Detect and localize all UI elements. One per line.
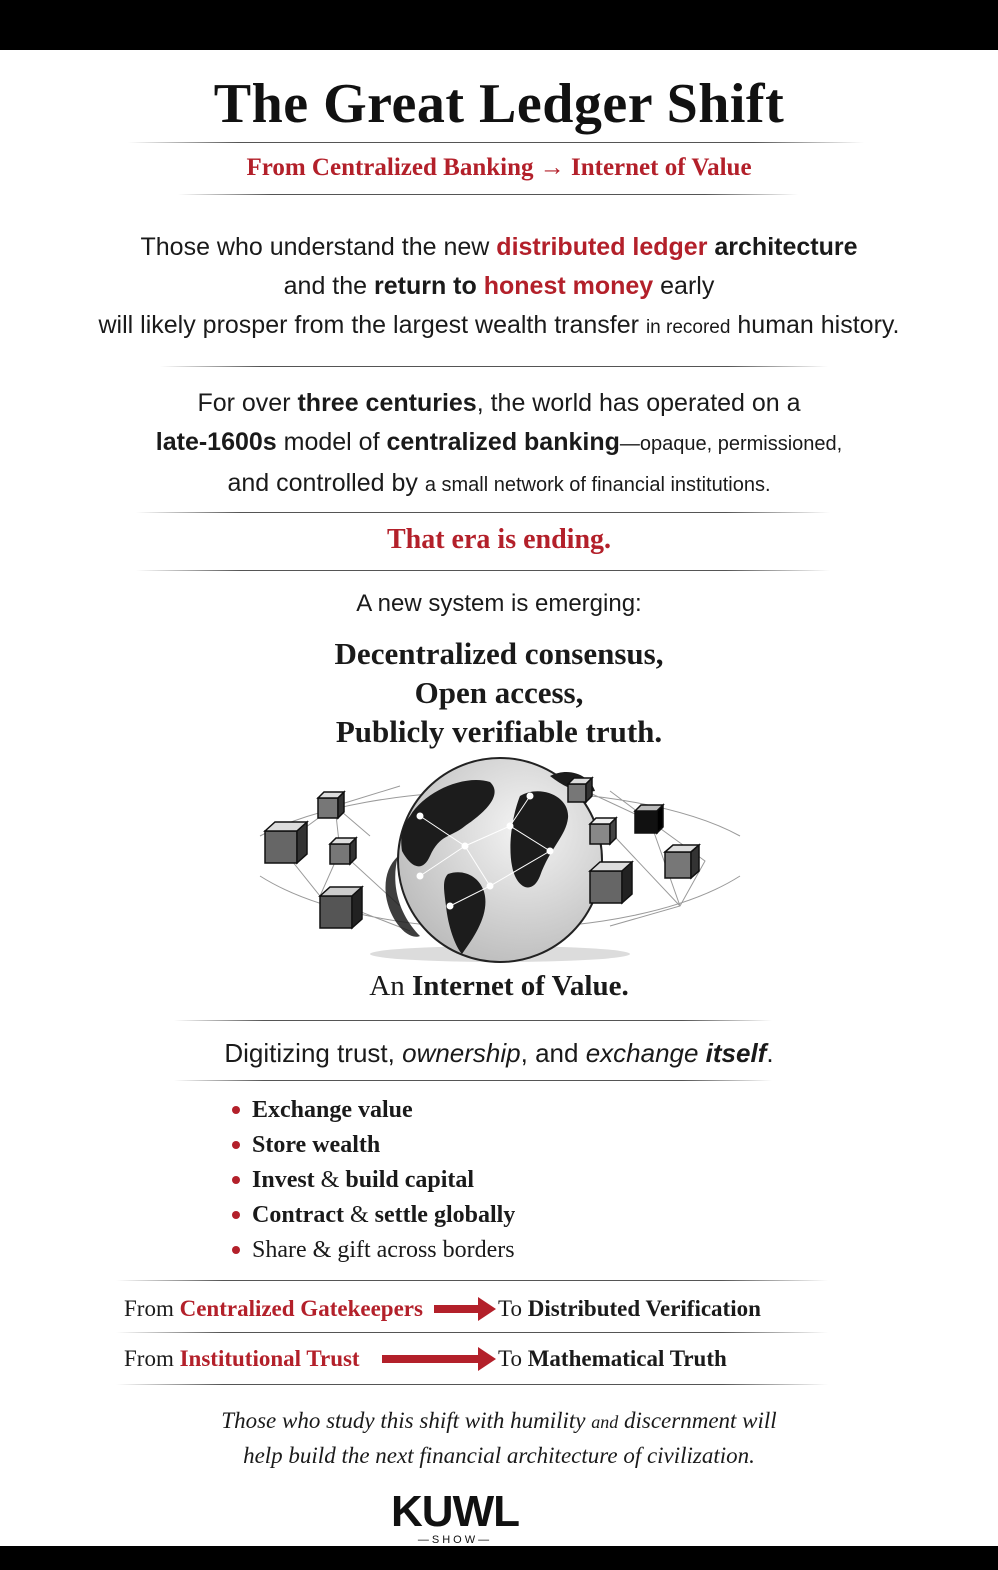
shift-rule-2 <box>116 1384 828 1385</box>
subtitle-from: From Centralized Banking <box>246 154 534 181</box>
list-item: Share & gift across borders <box>228 1234 515 1269</box>
intro-line-3: will likely prosper from the largest wealth transfer in recored human history. <box>98 311 900 339</box>
subtitle-rule <box>178 194 798 195</box>
block-cube-icon <box>590 862 632 903</box>
history-paragraph <box>0 384 998 505</box>
closing-line-1: Those who study this shift with humility and discernment will <box>221 1408 777 1433</box>
logo-main: KUWL <box>391 1487 519 1536</box>
page-title: The Great Ledger Shift <box>213 73 785 135</box>
emerging-text: A new system is emerging: <box>356 590 642 617</box>
internet-of-value-line: An Internet of Value. <box>369 970 629 1002</box>
list-rule <box>116 1280 828 1281</box>
history-line-1: For over three centuries, the world has operated on a <box>197 389 801 417</box>
right-arrow-icon: → <box>539 154 565 181</box>
logo-sub: —SHOW— <box>417 1534 493 1546</box>
pillars <box>0 634 998 751</box>
right-arrow-icon <box>434 1305 480 1313</box>
history-rule <box>136 512 830 513</box>
history-line-2: late-1600s model of centralized banking—opaque, permissioned, <box>155 428 843 456</box>
subtitle <box>0 154 998 182</box>
intro-line-1: Those who understand the new distributed ledger architecture <box>140 233 858 261</box>
right-arrow-icon <box>382 1355 480 1363</box>
uses-list <box>228 1094 515 1269</box>
shift-row-2: From Institutional Trust To Mathematical Truth <box>124 1346 727 1371</box>
era-ending-heading: That era is ending. <box>386 524 612 555</box>
intro-rule <box>160 366 828 367</box>
closing-paragraph <box>0 1404 998 1472</box>
bottom-black-bar <box>0 1546 998 1570</box>
bullet-icon <box>232 1176 240 1184</box>
pillar-2: Open access, <box>414 675 584 710</box>
block-cube-icon <box>665 845 699 878</box>
ending-rule <box>136 570 830 571</box>
block-cube-icon <box>265 822 307 863</box>
top-black-bar <box>0 0 998 50</box>
block-cube-icon <box>320 887 362 928</box>
closing-line-2: help build the next financial architecture of civilization. <box>243 1443 755 1468</box>
shift-rule-1 <box>116 1332 828 1333</box>
digitizing-rule <box>174 1080 772 1081</box>
bullet-icon <box>232 1211 240 1219</box>
block-cube-icon <box>635 805 663 833</box>
pillar-1: Decentralized consensus, <box>334 636 664 671</box>
block-cube-icon <box>330 838 356 864</box>
shift-row-1: From Centralized Gatekeepers To Distributed Verification <box>124 1296 761 1321</box>
list-item: Exchange value <box>228 1094 515 1129</box>
iov-rule <box>174 1020 772 1021</box>
kuwl-show-logo <box>378 1487 532 1546</box>
bullet-icon <box>232 1141 240 1149</box>
intro-line-2: and the return to honest money early <box>283 272 715 300</box>
list-item: Contract & settle globally <box>228 1199 515 1234</box>
list-item: Invest & build capital <box>228 1164 515 1199</box>
pillar-3: Publicly verifiable truth. <box>335 714 663 749</box>
bullet-icon <box>232 1106 240 1114</box>
bullet-icon <box>232 1246 240 1254</box>
intro-paragraph <box>0 228 998 347</box>
block-cube-icon <box>568 778 592 802</box>
title-rule <box>128 142 864 143</box>
subtitle-to: Internet of Value <box>570 154 752 181</box>
digitizing-line: Digitizing trust, ownership, and exchange itself. <box>224 1038 774 1068</box>
list-item: Store wealth <box>228 1129 515 1164</box>
block-cube-icon <box>590 818 616 844</box>
globe-network-illustration <box>250 756 750 966</box>
history-line-3: and controlled by a small network of financial institutions. <box>227 469 771 497</box>
block-cube-icon <box>318 792 344 818</box>
